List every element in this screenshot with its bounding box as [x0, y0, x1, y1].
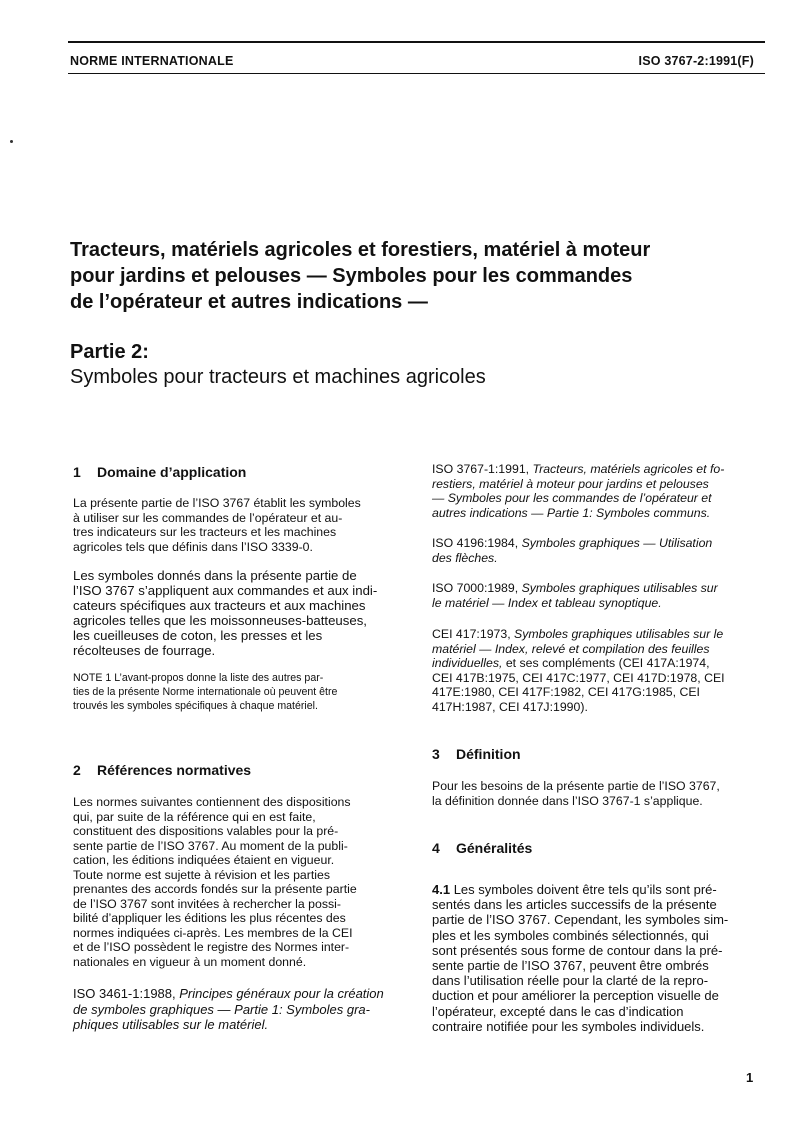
- section-number: 2: [73, 762, 81, 778]
- section-title: Domaine d’application: [97, 464, 247, 480]
- section-number: 1: [73, 464, 81, 480]
- margin-dot: [10, 140, 13, 143]
- section-3-paragraph-1: [432, 779, 754, 808]
- text-line: Les symboles donnés dans la présente partie de: [73, 568, 357, 583]
- reference-code: ISO 4196:1984,: [432, 536, 522, 550]
- reference-title: matériel — Index, relevé et compilation des feuilles: [432, 641, 710, 656]
- note-line: NOTE 1 L’avant-propos donne la liste des autres par-: [73, 672, 324, 684]
- text-line: sentés dans les articles successifs de la présente: [432, 897, 717, 913]
- section-1-heading: [73, 465, 246, 480]
- reference-cei-417: [432, 627, 754, 714]
- clause-number: 4.1: [432, 882, 451, 897]
- text-line: et de l’ISO possèdent le registre des Normes inter-: [73, 940, 350, 954]
- section-2-heading: [73, 763, 251, 778]
- reference-title: de symboles graphiques — Partie 1: Symboles gra-: [73, 1001, 370, 1017]
- reference-code: ISO 7000:1989,: [432, 581, 522, 595]
- header-right: ISO 3767-2:1991(F): [638, 54, 754, 68]
- reference-code: ISO 3767-1:1991,: [432, 462, 533, 476]
- text-line: nationales en vigueur à un moment donné.: [73, 954, 307, 969]
- reference-iso-3767-1: [432, 462, 754, 520]
- text-line: récolteuses de fourrage.: [73, 643, 216, 658]
- text-line: sont présentés sous forme de contour dans la pré-: [432, 942, 723, 958]
- text-line: à utiliser sur les commandes de l’opérateur et au-: [73, 510, 343, 525]
- reference-title: le matériel — Index et tableau synoptique.: [432, 595, 662, 610]
- reference-iso-4196: [432, 536, 754, 565]
- text-line: ples et les symboles combinés sélectionnés, qui: [432, 927, 709, 943]
- text-line: l’opérateur, excepté dans le cas d’indication: [432, 1003, 684, 1019]
- section-number: 3: [432, 746, 440, 762]
- reference-title: Principes généraux pour la création: [179, 986, 384, 1001]
- top-rule: [68, 41, 765, 43]
- note-line: ties de la présente Norme internationale où peuvent être: [73, 686, 338, 698]
- text-line: contraire notifiée pour les symboles individuels.: [432, 1018, 705, 1034]
- text-line: dans l’utilisation réelle pour la clarté de la repro-: [432, 973, 709, 989]
- reference-code: CEI 417:1973,: [432, 627, 515, 641]
- reference-title: — Symboles pour les commandes de l’opérateur et: [432, 491, 712, 505]
- section-1-paragraph-2: [73, 568, 395, 658]
- reference-title: des flèches.: [432, 550, 498, 565]
- reference-title: Symboles graphiques — Utilisation: [521, 536, 713, 550]
- text-line: agricoles telles que les moissonneuses-batteuses,: [73, 613, 367, 628]
- text-line: La présente partie de l’ISO 3767 établit les symboles: [73, 496, 361, 510]
- note-line: trouvés les symboles spécifiques à chaque matériel.: [73, 700, 318, 712]
- text-line: Les symboles doivent être tels qu’ils sont pré-: [453, 882, 717, 897]
- section-title: Définition: [456, 746, 521, 762]
- section-3-heading: [432, 747, 521, 762]
- text-line: sente partie de l’ISO 3767. Au moment de la publi-: [73, 838, 348, 853]
- text-line: sente partie de l’ISO 3767, peuvent être ombrés: [432, 958, 709, 974]
- section-1-paragraph-1: [73, 496, 395, 554]
- reference-text: CEI 417B:1975, CEI 417C:1977, CEI 417D:1978, CEI: [432, 670, 725, 685]
- section-2-paragraph-1: [73, 795, 395, 969]
- title-line: Tracteurs, matériels agricoles et forestiers, matériel à moteur: [70, 239, 651, 261]
- section-title: Généralités: [456, 840, 533, 856]
- reference-iso-3461-1: [73, 986, 395, 1033]
- title-line: pour jardins et pelouses — Symboles pour les commandes: [70, 265, 633, 287]
- text-line: partie de l’ISO 3767. Cependant, les symboles sim-: [432, 912, 729, 928]
- header-left: NORME INTERNATIONALE: [70, 54, 234, 68]
- reference-title: individuelles,: [432, 656, 503, 670]
- part-subtitle: Symboles pour tracteurs et machines agricoles: [70, 366, 486, 388]
- text-line: Toute norme est sujette à révision et les parties: [73, 867, 330, 882]
- text-line: qui, par suite de la référence qui en est faite,: [73, 809, 316, 824]
- reference-text: 417H:1987, CEI 417J:1990).: [432, 699, 588, 714]
- text-line: duction et pour améliorer la perception visuelle de: [432, 988, 719, 1004]
- text-line: tres indicateurs sur les tracteurs et les machines: [73, 525, 337, 539]
- text-line: Pour les besoins de la présente partie de l’ISO 3767,: [432, 779, 720, 793]
- text-line: bilité d’appliquer les éditions les plus récentes des: [73, 911, 346, 925]
- reference-code: ISO 3461-1:1988,: [73, 986, 180, 1001]
- reference-title: restiers, matériel à moteur pour jardins et pelouses: [432, 476, 709, 491]
- page-number: 1: [746, 1070, 754, 1085]
- text-line: normes indiquées ci-après. Les membres de la CEI: [73, 925, 353, 940]
- text-line: Les normes suivantes contiennent des dispositions: [73, 795, 351, 809]
- reference-text: et ses compléments (CEI 417A:1974,: [502, 656, 710, 670]
- title-line: de l’opérateur et autres indications —: [70, 291, 428, 313]
- reference-title: Symboles graphiques utilisables sur: [521, 581, 718, 595]
- text-line: cation, les éditions indiquées étaient en vigueur.: [73, 853, 335, 867]
- reference-title: autres indications — Partie 1: Symboles communs.: [432, 505, 711, 520]
- section-4-heading: [432, 841, 532, 856]
- reference-title: phiques utilisables sur le matériel.: [73, 1017, 269, 1032]
- section-number: 4: [432, 840, 440, 856]
- reference-iso-7000: [432, 581, 754, 610]
- text-line: constituent des dispositions valables pour la pré-: [73, 824, 339, 838]
- section-title: Références normatives: [97, 762, 252, 778]
- header-rule: [68, 73, 765, 74]
- text-line: agricoles tels que définis dans l’ISO 3339-0.: [73, 539, 313, 554]
- text-line: l’ISO 3767 s’appliquent aux commandes et aux indi-: [73, 583, 378, 598]
- text-line: la définition donnée dans l’ISO 3767-1 s’applique.: [432, 793, 703, 808]
- part-label: Partie 2:: [70, 341, 149, 363]
- text-line: de l’ISO 3767 sont invitées à rechercher la possi-: [73, 896, 341, 911]
- text-line: les cueilleuses de coton, les presses et les: [73, 628, 323, 643]
- section-4-paragraph-1: [432, 882, 754, 1034]
- text-line: cateurs spécifiques aux tracteurs et aux machines: [73, 598, 366, 613]
- text-line: prenantes des accords fondés sur la présente partie: [73, 882, 357, 896]
- reference-title: Symboles graphiques utilisables sur le: [514, 627, 724, 641]
- reference-title: Tracteurs, matériels agricoles et fo-: [532, 462, 725, 476]
- reference-text: 417E:1980, CEI 417F:1982, CEI 417G:1985, CEI: [432, 685, 700, 699]
- section-1-note: [73, 671, 395, 713]
- document-title: [70, 237, 750, 315]
